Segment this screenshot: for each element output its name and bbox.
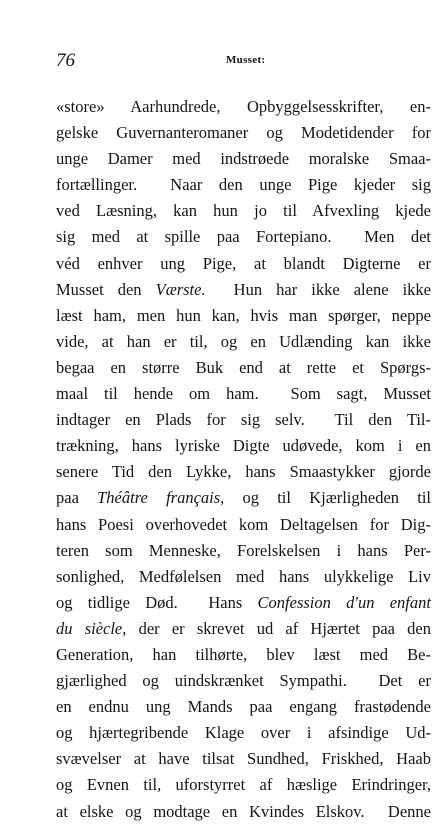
text-line [56,277,431,303]
italic-text: du siècle, [56,618,127,638]
text-segment: og til Kjærligheden til [224,488,431,508]
text-line [56,512,431,538]
text-segment: senere Tid den Lykke, hans Smaastykker gjorde [56,462,431,482]
text-segment: Musset den [56,279,156,299]
text-line [56,94,431,120]
text-segment: trækning, hans lyriske Digte udøvede, kom i en [56,436,431,456]
text-segment: hans Poesi overhovedet kom Deltagelsen for Dig- [56,514,431,534]
text-segment: maal til hende om ham. Som sagt, Musset [56,384,431,404]
text-line [56,251,431,277]
text-line [56,772,431,798]
text-segment: og Evnen til, uforstyrret af hæslige Erindringer, [56,775,431,795]
text-segment: vide, at han er til, og en Udlænding kan ikke [56,331,431,351]
text-line [56,355,431,381]
text-segment: gjærlighed og uindskrænket Sympathi. Det er [56,671,431,691]
text-segment: ved Læsning, kan hun jo til Afvexling kjede [56,201,431,221]
text-segment: fortællinger. Naar den unge Pige kjeder sig [56,175,431,195]
text-segment: indtager en Plads for sig selv. Til den Til- [56,410,431,430]
text-segment: teren som Menneske, Forelskelsen i hans Per- [56,540,431,560]
text-line [56,590,431,616]
text-line [56,668,431,694]
text-segment: Hun har ikke alene ikke [205,279,431,299]
text-segment: «store» Aarhundrede, Opbyggelsesskrifter, en- [56,97,431,116]
running-head: Musset: [226,54,266,66]
text-line [56,746,431,772]
text-segment: gelske Guvernanteromaner og Modetidender for [56,123,431,143]
text-line [56,564,431,590]
text-line [56,407,431,433]
text-line [56,433,431,459]
text-line [56,224,431,250]
text-line [56,198,431,224]
italic-text: Théâtre français, [97,488,225,508]
text-line [56,146,431,172]
text-segment: der er skrevet ud af Hjærtet paa den [126,618,431,638]
text-segment: sig med at spille paa Fortepiano. Men det [56,227,431,247]
text-segment: og tidlige Død. Hans [56,592,258,612]
italic-text: Confession d'un enfant [257,592,431,612]
text-segment: læst ham, men hun kan, hvis man spørger, neppe [56,305,431,325]
text-segment: sonlighed, Medfølelsen med hans ulykkelige Liv [56,566,431,586]
text-line [56,381,431,407]
text-segment: unge Damer med indstrøede moralske Smaa- [56,149,431,169]
text-line [56,329,431,355]
text-segment: svævelser at have tilsat Sundhed, Friskhed, Haab [56,749,431,769]
text-segment: paa [56,488,98,508]
text-segment: at elske og modtage en Kvindes Elskov. Denne [56,801,431,821]
page-number: 76 [56,50,75,71]
text-line [56,616,431,642]
italic-text: Værste. [155,279,206,299]
text-line [56,694,431,720]
text-line [56,720,431,746]
text-line [56,459,431,485]
text-line [56,538,431,564]
body-text [56,94,431,825]
text-line [56,303,431,329]
page-header [56,50,431,74]
text-line [56,172,431,198]
text-segment: en endnu ung Mands paa engang frastødende [56,697,431,717]
text-segment: og hjærtegribende Klage over i afsindige Ud- [56,723,431,743]
text-segment: Generation, han tilhørte, blev læst med Be- [56,644,431,664]
text-line [56,485,431,511]
text-line [56,120,431,146]
text-segment: begaa en større Buk end at rette et Spørgs- [56,357,431,377]
text-segment: véd enhver ung Pige, at blandt Digterne er [56,253,431,273]
text-line [56,799,431,825]
text-line [56,642,431,668]
